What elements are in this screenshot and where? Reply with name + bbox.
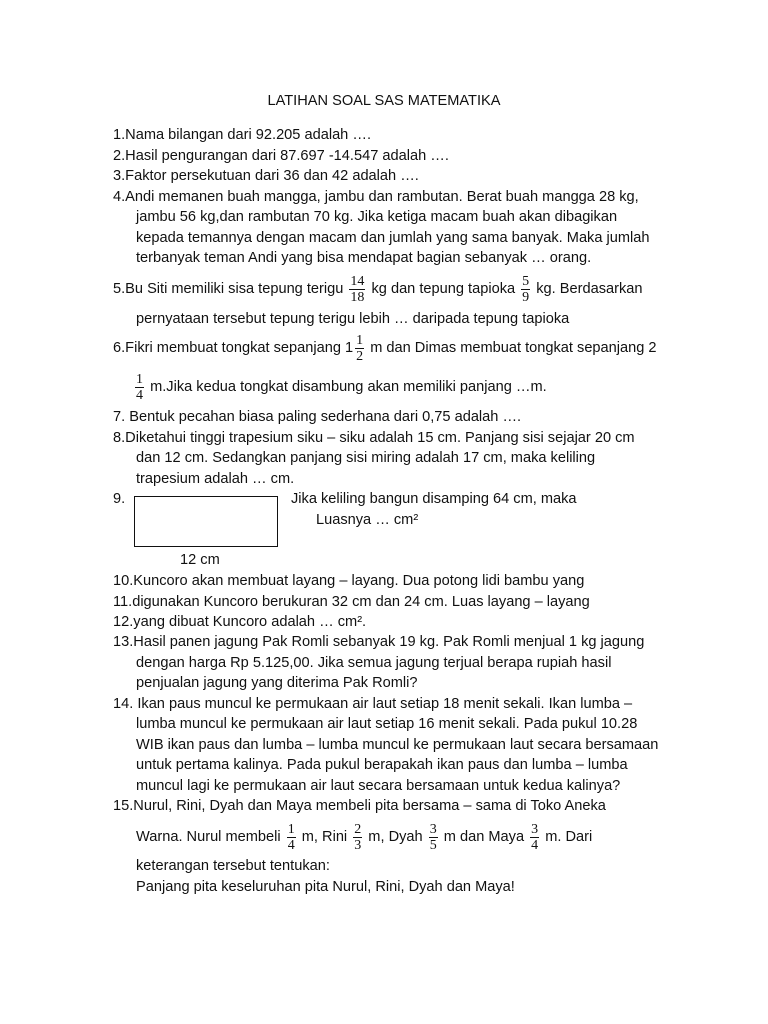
fraction-denominator: 9 bbox=[522, 289, 530, 305]
fraction-numerator: 3 bbox=[429, 821, 437, 837]
question-6-line-1 bbox=[113, 329, 657, 367]
question-15-line-3: keterangan tersebut tentukan: bbox=[136, 858, 330, 874]
question-15-line-4: Panjang pita keseluruhan pita Nurul, Rini, Dyah dan Maya! bbox=[136, 879, 515, 895]
question-13-line-2: dengan harga Rp 5.125,00. Jika semua jagung terjual berapa rupiah hasil bbox=[136, 655, 612, 671]
fraction-2-3 bbox=[353, 822, 362, 853]
q15-text-d: m dan Maya bbox=[443, 829, 525, 845]
rectangle-figure bbox=[134, 496, 278, 547]
q6-text-c: m.Jika kedua tongkat disambung akan memiliki panjang …m. bbox=[150, 379, 547, 395]
fraction-denominator: 4 bbox=[287, 837, 295, 853]
fraction-numerator: 5 bbox=[522, 273, 530, 289]
fraction-1-2 bbox=[355, 333, 364, 364]
fraction-denominator: 18 bbox=[350, 289, 365, 305]
question-1: 1.Nama bilangan dari 92.205 adalah …. bbox=[113, 127, 371, 143]
fraction-numerator: 2 bbox=[354, 821, 362, 837]
question-4-line-2: jambu 56 kg,dan rambutan 70 kg. Jika ketiga macam buah akan dibagikan bbox=[136, 209, 618, 225]
question-12: 12.yang dibuat Kuncoro adalah … cm². bbox=[113, 614, 367, 630]
question-4-line-3: kepada temannya dengan macam dan jumlah yang sama banyak. Maka jumlah bbox=[136, 230, 650, 246]
question-13-line-3: penjualan jagung yang diterima Pak Romli? bbox=[136, 675, 418, 691]
question-13-line-1: 13.Hasil panen jagung Pak Romli sebanyak 19 kg. Pak Romli menjual 1 kg jagung bbox=[113, 634, 645, 650]
question-4-line-4: terbanyak teman Andi yang bisa mendapat bagian sebanyak … orang. bbox=[136, 250, 592, 266]
question-14-line-3: WIB ikan paus dan lumba – lumba muncul ke permukaan laut secara bersamaan bbox=[136, 737, 659, 753]
question-5-line-2: pernyataan tersebut tepung terigu lebih … daripada tepung tapioka bbox=[136, 311, 570, 327]
question-6-line-2 bbox=[133, 368, 547, 406]
question-9-line-2: Luasnya … cm² bbox=[316, 512, 419, 528]
question-2: 2.Hasil pengurangan dari 87.697 -14.547 adalah …. bbox=[113, 148, 449, 164]
question-3: 3.Faktor persekutuan dari 36 dan 42 adalah …. bbox=[113, 168, 419, 184]
fraction-3-4 bbox=[530, 822, 539, 853]
fraction-denominator: 3 bbox=[354, 837, 362, 853]
q15-text-b: m, Rini bbox=[301, 829, 348, 845]
fraction-1-4 bbox=[135, 372, 144, 403]
rectangle-width-label: 12 cm bbox=[180, 552, 220, 568]
question-8-line-2: dan 12 cm. Sedangkan panjang sisi miring adalah 17 cm, maka keliling bbox=[136, 450, 596, 466]
fraction-3-5 bbox=[429, 822, 438, 853]
fraction-denominator: 5 bbox=[429, 837, 437, 853]
question-15-line-2 bbox=[136, 818, 592, 856]
fraction-1-4 bbox=[287, 822, 296, 853]
question-11: 11.digunakan Kuncoro berukuran 32 cm dan 24 cm. Luas layang – layang bbox=[113, 594, 590, 610]
fraction-numerator: 3 bbox=[531, 821, 539, 837]
fraction-numerator: 1 bbox=[356, 332, 364, 348]
question-4-line-1: 4.Andi memanen buah mangga, jambu dan rambutan. Berat buah mangga 28 kg, bbox=[113, 189, 639, 205]
q5-text-c: kg. Berdasarkan bbox=[536, 281, 643, 297]
question-14-line-5: muncul lagi ke permukaan air laut secara bersamaan untuk kedua kalinya? bbox=[136, 778, 621, 794]
fraction-14-18 bbox=[349, 274, 365, 305]
page-title: LATIHAN SOAL SAS MATEMATIKA bbox=[267, 93, 501, 109]
fraction-numerator: 1 bbox=[287, 821, 295, 837]
question-7: 7. Bentuk pecahan biasa paling sederhana dari 0,75 adalah …. bbox=[113, 409, 522, 425]
fraction-numerator: 14 bbox=[350, 273, 365, 289]
q15-text-a: Warna. Nurul membeli bbox=[136, 829, 281, 845]
q15-text-e: m. Dari bbox=[545, 829, 593, 845]
fraction-numerator: 1 bbox=[136, 371, 143, 387]
question-15-line-1: 15.Nurul, Rini, Dyah dan Maya membeli pita bersama – sama di Toko Aneka bbox=[113, 798, 606, 814]
question-9-number: 9. bbox=[113, 491, 126, 507]
q5-text-a: 5.Bu Siti memiliki sisa tepung terigu bbox=[113, 281, 344, 297]
question-14-line-1: 14. Ikan paus muncul ke permukaan air laut setiap 18 menit sekali. Ikan lumba – bbox=[113, 696, 633, 712]
question-10: 10.Kuncoro akan membuat layang – layang. Dua potong lidi bambu yang bbox=[113, 573, 585, 589]
fraction-denominator: 4 bbox=[136, 387, 143, 403]
q15-text-c: m, Dyah bbox=[368, 829, 423, 845]
fraction-denominator: 2 bbox=[356, 348, 364, 364]
q5-text-b: kg dan tepung tapioka bbox=[371, 281, 516, 297]
question-5-line-1 bbox=[113, 270, 643, 308]
fraction-5-9 bbox=[521, 274, 530, 305]
question-8-line-1: 8.Diketahui tinggi trapesium siku – siku adalah 15 cm. Panjang sisi sejajar 20 cm bbox=[113, 430, 635, 446]
question-8-line-3: trapesium adalah … cm. bbox=[136, 471, 295, 487]
question-14-line-4: untuk pertama kalinya. Pada pukul berapakah ikan paus dan lumba – lumba bbox=[136, 757, 628, 773]
question-9-line-1: Jika keliling bangun disamping 64 cm, maka bbox=[291, 491, 577, 507]
q6-text-a: 6.Fikri membuat tongkat sepanjang 1 bbox=[113, 340, 354, 356]
fraction-denominator: 4 bbox=[531, 837, 539, 853]
q6-text-b: m dan Dimas membuat tongkat sepanjang 2 bbox=[370, 340, 657, 356]
question-14-line-2: lumba muncul ke permukaan air laut setiap 16 menit sekali. Pada pukul 10.28 bbox=[136, 716, 638, 732]
